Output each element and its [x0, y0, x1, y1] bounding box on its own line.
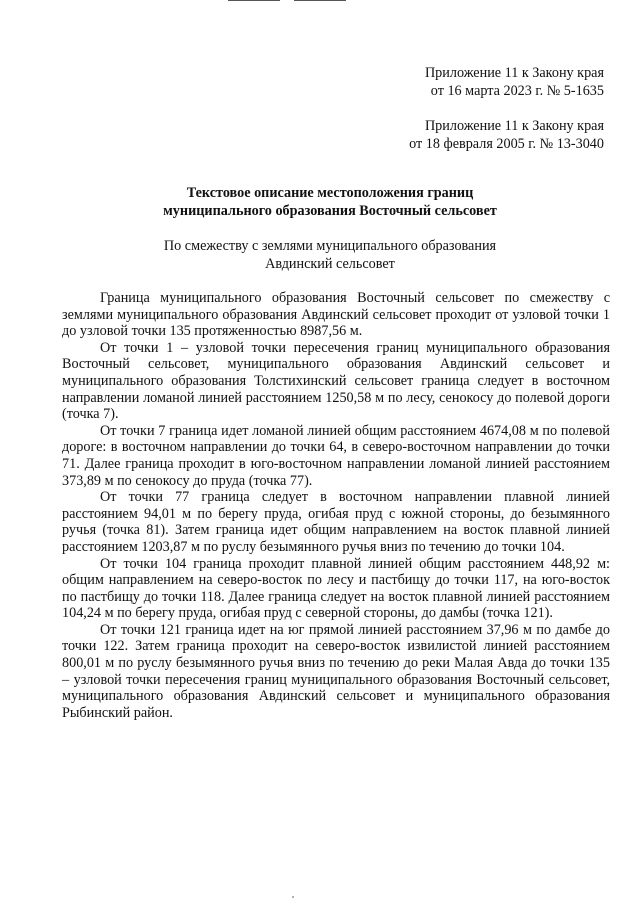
appendix-current-line2: от 16 марта 2023 г. № 5-1635	[430, 83, 604, 99]
appendix-current-line1: Приложение 11 к Закону края	[424, 65, 604, 81]
document-subtitle-line1: По смежеству с землями муниципального образования	[163, 238, 497, 254]
scan-speck	[292, 896, 294, 898]
body-paragraph: От точки 7 граница идет ломаной линией общим расстоянием 4674,08 м по полевой дороге: в восточном направлении до точки 64, в северо-восточном направлении до точки 71. Далее граница проходит в юго-восточном направлении ломаной линией расстоянием 373,89 м по сенокосу до пруда (точка 77).	[62, 422, 610, 489]
scan-top-marks	[228, 0, 346, 4]
document-subtitle-line2: Авдинский сельсовет	[265, 256, 395, 272]
document-title	[0, 184, 640, 220]
boundary-description-body	[62, 290, 610, 721]
body-paragraph: От точки 121 граница идет на юг прямой линией расстоянием 37,96 м по дамбе до точки 122. Затем граница проходит на северо-восток извилистой линией расстоянием 800,01 м по руслу безымянного ручья вниз по течению до реки Малая Авда до точки 135 – узловой точки пересечения границ муниципального образования Восточный сельсовет, муниципального образования Авдинский сельсовет и муниципального образования Рыбинский район.	[62, 621, 610, 721]
appendix-original-line1: Приложение 11 к Закону края	[424, 118, 604, 134]
body-paragraph: Граница муниципального образования Восточный сельсовет по смежеству с землями муниципального образования Авдинский сельсовет проходит от узловой точки 1 до узловой точки 135 протяженностью 8987,56 м.	[62, 290, 610, 340]
document-title-line1: Текстовое описание местоположения границ	[186, 185, 474, 201]
appendix-original-line2: от 18 февраля 2005 г. № 13-3040	[409, 136, 604, 152]
body-paragraph: От точки 104 граница проходит плавной линией общим расстоянием 448,92 м: общим направлением на северо-восток по лесу и пастбищу до точки 117, на юго-восток по пастбищу до точки 118. Далее граница следует на восток плавной линией расстоянием 104,24 м по берегу пруда, огибая пруд с северной стороны, до дамбы (точка 121).	[62, 555, 610, 622]
body-paragraph: От точки 1 – узловой точки пересечения границ муниципального образования Восточный сельсовет, муниципального образования Авдинский сельсовет и муниципального образования Толстихинский сельсовет граница следует в восточном направлении ломаной линией расстоянием 1250,58 м по лесу, сенокосу до полевой дороги (точка 7).	[62, 339, 610, 423]
body-paragraph: От точки 77 граница следует в восточном направлении плавной линией расстоянием 94,01 м по берегу пруда, огибая пруд с южной стороны, до безымянного ручья (точка 81). Затем граница идет общим направлением на восток плавной линией расстоянием 1203,87 м по руслу безымянного ручья вниз по течению до точки 104.	[62, 489, 610, 555]
appendix-original-header	[409, 117, 604, 153]
document-title-line2: муниципального образования Восточный сельсовет	[163, 203, 497, 219]
document-subtitle	[0, 237, 640, 273]
appendix-current-header	[425, 64, 604, 100]
